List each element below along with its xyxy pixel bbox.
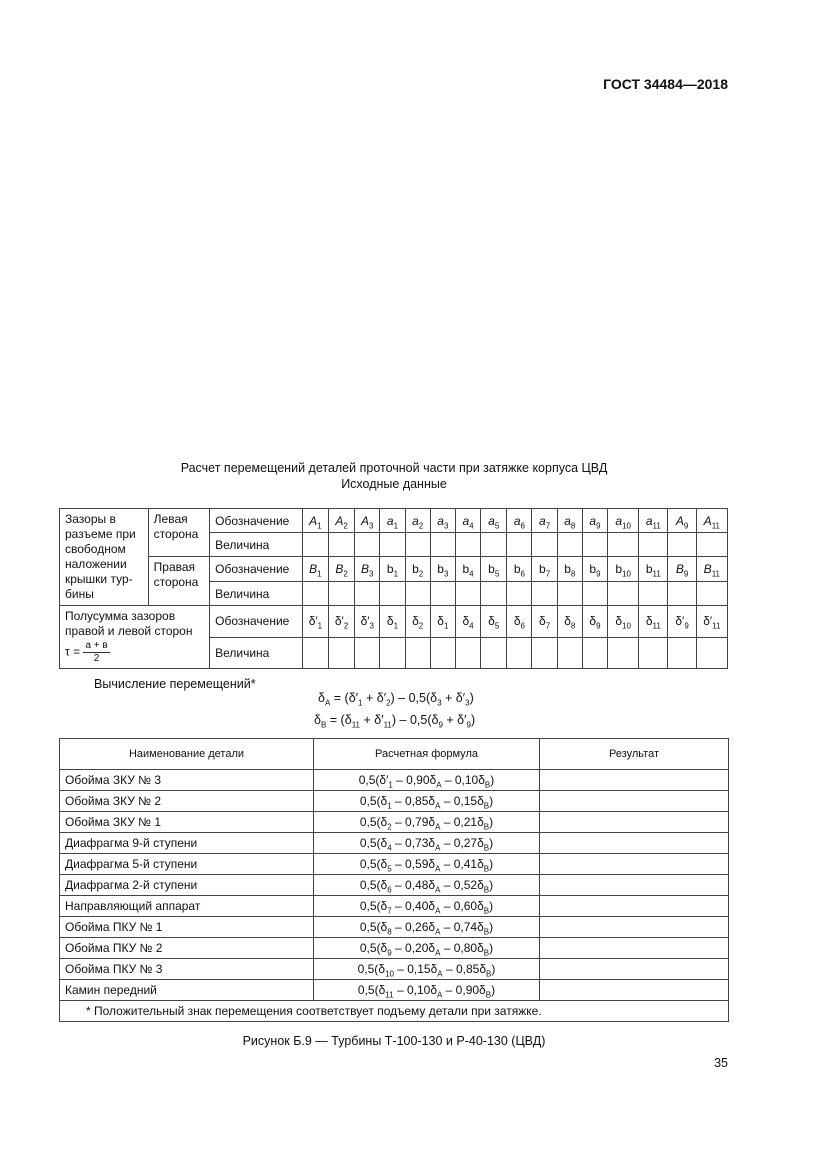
value-cell [668,637,696,669]
part-name: Диафрагма 9-й ступени [60,833,314,854]
part-formula: $0,5(\delta_2 - 0,79\delta_A - 0,21\delta_B)$ [314,812,540,833]
right-side-label: Правая сторона [148,557,209,606]
value-cell [608,637,639,669]
value-cell [405,533,430,557]
table-subcaption: Исходные данные [341,477,447,491]
designation-cell: $\delta'_1$ [302,606,328,638]
value-cell [455,637,480,669]
designation-cell: $\delta_1$ [380,606,405,638]
designation-cell: $a_4$ [455,509,480,533]
designation-cell: $b_{11}$ [639,557,668,582]
designation-cell: $B_1$ [302,557,328,582]
table-row [60,938,729,959]
value-cell [380,533,405,557]
value-cell [328,582,354,606]
designation-cell: $b_7$ [532,557,557,582]
designation-label: Обозначение [210,606,303,638]
value-cell [430,533,455,557]
formula-delta-a: $\delta_A = (\delta'_1 + \delta'_2) - 0,5(\delta_3 + \delta'_3)$ [318,691,474,708]
value-cell [608,533,639,557]
document-header: ГОСТ 34484—2018 [603,76,728,92]
value-cell [302,533,328,557]
value-cell [328,637,354,669]
designation-label: Обозначение [210,509,303,533]
designation-cell: $b_4$ [455,557,480,582]
part-result [540,959,729,980]
value-cell [455,582,480,606]
table-row [60,791,729,812]
value-cell [639,637,668,669]
table-row [60,833,729,854]
value-cell [507,533,532,557]
displacement-table [59,738,729,1022]
part-result [540,854,729,875]
designation-cell: $\delta_1$ [430,606,455,638]
value-cell [430,582,455,606]
table-row [60,896,729,917]
table-row [60,854,729,875]
part-formula: $0,5(\delta_6 - 0,48\delta_A - 0,52\delta_B)$ [314,875,540,896]
table-caption: Расчет перемещений деталей проточной части при затяжке корпуса ЦВД [180,461,608,475]
designation-cell: $a_6$ [507,509,532,533]
part-name: Диафрагма 2-й ступени [60,875,314,896]
part-result [540,812,729,833]
value-cell [557,533,582,557]
value-cell [696,637,727,669]
designation-cell: $b_{10}$ [608,557,639,582]
part-result [540,770,729,791]
part-result [540,917,729,938]
value-cell [405,637,430,669]
designation-cell: $a_7$ [532,509,557,533]
value-cell [507,582,532,606]
value-cell [380,637,405,669]
value-cell [532,582,557,606]
part-formula: $0,5(\delta_7 - 0,40\delta_A - 0,60\delta_B)$ [314,896,540,917]
tau-lhs: τ = [65,644,81,659]
designation-cell: $a_{10}$ [608,509,639,533]
part-result [540,938,729,959]
designation-cell: $b_8$ [557,557,582,582]
half-sum-label [60,606,210,669]
value-cell [507,637,532,669]
value-cell [481,582,507,606]
value-cell [355,582,380,606]
designation-cell: $\delta'_2$ [328,606,354,638]
value-cell [557,637,582,669]
part-name: Обойма ПКУ № 1 [60,917,314,938]
designation-cell: $a_9$ [582,509,607,533]
part-result [540,980,729,1001]
value-cell [481,637,507,669]
part-name: Диафрагма 5-й ступени [60,854,314,875]
value-cell [302,637,328,669]
designation-cell: $B_2$ [328,557,354,582]
value-label: Величина [210,582,303,606]
value-cell [430,637,455,669]
designation-cell: $B_{11}$ [696,557,727,582]
value-cell [355,637,380,669]
designation-cell: $\delta'_{11}$ [696,606,727,638]
calc-label: Вычисление перемещений* [94,677,256,691]
designation-cell: $A_9$ [668,509,696,533]
value-label: Величина [210,533,303,557]
part-name: Обойма ЗКУ № 1 [60,812,314,833]
table-row [60,875,729,896]
input-data-table [59,508,728,669]
designation-cell: $\delta'_3$ [355,606,380,638]
designation-cell: $b_3$ [430,557,455,582]
part-result [540,875,729,896]
value-cell [532,533,557,557]
value-cell [608,582,639,606]
part-result [540,791,729,812]
part-formula: $0,5(\delta_5 - 0,59\delta_A - 0,41\delta_B)$ [314,854,540,875]
part-formula: $0,5(\delta_8 - 0,26\delta_A - 0,74\delta_B)$ [314,917,540,938]
value-cell [639,582,668,606]
part-formula: $0,5(\delta_4 - 0,73\delta_A - 0,27\delta_B)$ [314,833,540,854]
designation-cell: $A_3$ [355,509,380,533]
designation-cell: $B_9$ [668,557,696,582]
part-name: Обойма ЗКУ № 3 [60,770,314,791]
part-result [540,833,729,854]
table-row [60,812,729,833]
tau-denominator: 2 [93,653,100,664]
part-formula: $0,5(\delta'_1 - 0,90\delta_A - 0,10\delta_B)$ [314,770,540,791]
value-cell [582,637,607,669]
designation-cell: $\delta_6$ [507,606,532,638]
part-name: Обойма ЗКУ № 2 [60,791,314,812]
designation-cell: $\delta_8$ [557,606,582,638]
designation-cell: $b_2$ [405,557,430,582]
tau-fraction [83,640,109,665]
value-cell [582,533,607,557]
value-cell [302,582,328,606]
formula-delta-b: $\delta_B = (\delta_{11} + \delta'_{11}) - 0,5(\delta_9 + \delta'_9)$ [314,713,476,730]
value-cell [455,533,480,557]
designation-cell: $A_2$ [328,509,354,533]
header-formula: Расчетная формула [314,739,540,770]
value-cell [355,533,380,557]
value-cell [639,533,668,557]
value-cell [668,582,696,606]
part-formula: $0,5(\delta_{10} - 0,15\delta_A - 0,85\delta_B)$ [314,959,540,980]
gaps-group-label: Зазоры в разъеме при свободном наложении крышки турбины [60,509,149,606]
designation-cell: $\delta_2$ [405,606,430,638]
table-row [60,770,729,791]
header-result: Результат [540,739,729,770]
figure-caption: Рисунок Б.9 — Турбины Т-100-130 и Р-40-130 (ЦВД) [242,1034,546,1048]
tau-numerator: a + в [85,640,108,651]
left-side-label: Левая сторона [148,509,209,557]
designation-cell: $a_1$ [380,509,405,533]
part-formula: $0,5(\delta_1 - 0,85\delta_A - 0,15\delta_B)$ [314,791,540,812]
designation-cell: $\delta_{10}$ [608,606,639,638]
page-number: 35 [714,1056,728,1070]
part-name: Обойма ПКУ № 2 [60,938,314,959]
table-row [60,959,729,980]
designation-cell: $\delta_7$ [532,606,557,638]
table-row [60,980,729,1001]
value-cell [696,533,727,557]
value-label: Величина [210,637,303,669]
half-sum-text: Полусумма зазоров правой и левой сторон [65,609,193,638]
designation-cell: $\delta'_9$ [668,606,696,638]
part-result [540,896,729,917]
header-part-name: Наименование детали [60,739,314,770]
designation-cell: $a_2$ [405,509,430,533]
designation-cell: $b_9$ [582,557,607,582]
designation-cell: $b_5$ [481,557,507,582]
designation-cell: $a_3$ [430,509,455,533]
value-cell [532,637,557,669]
designation-cell: $\delta_4$ [455,606,480,638]
designation-cell: $\delta_5$ [481,606,507,638]
designation-cell: $\delta_9$ [582,606,607,638]
value-cell [380,582,405,606]
designation-cell: $\delta_{11}$ [639,606,668,638]
value-cell [405,582,430,606]
part-formula: $0,5(\delta_9 - 0,20\delta_A - 0,80\delta_B)$ [314,938,540,959]
designation-label: Обозначение [210,557,303,582]
value-cell [481,533,507,557]
value-cell [668,533,696,557]
designation-cell: $A_1$ [302,509,328,533]
designation-cell: $a_{11}$ [639,509,668,533]
designation-cell: $a_5$ [481,509,507,533]
table-footnote: * Положительный знак перемещения соответствует подъему детали при затяжке. [60,1001,729,1022]
value-cell [557,582,582,606]
part-name: Обойма ПКУ № 3 [60,959,314,980]
designation-cell: $b_1$ [380,557,405,582]
part-name: Направляющий аппарат [60,896,314,917]
part-formula: $0,5(\delta_{11} - 0,10\delta_A - 0,90\delta_B)$ [314,980,540,1001]
designation-cell: $A_{11}$ [696,509,727,533]
table-row [60,917,729,938]
designation-cell: $B_3$ [355,557,380,582]
value-cell [696,582,727,606]
part-name: Камин передний [60,980,314,1001]
designation-cell: $a_8$ [557,509,582,533]
value-cell [582,582,607,606]
designation-cell: $b_6$ [507,557,532,582]
value-cell [328,533,354,557]
